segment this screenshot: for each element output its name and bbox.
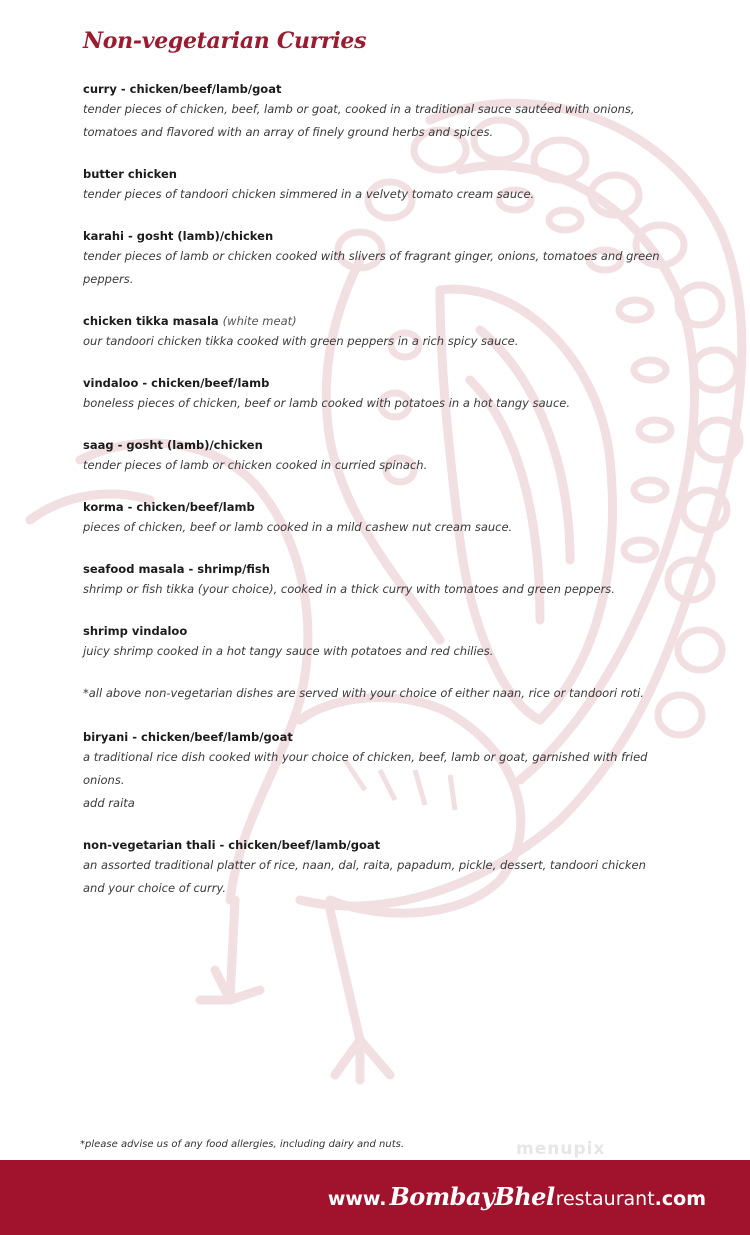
- menu-item-name: vindaloo - chicken/beef/lamb: [83, 376, 270, 390]
- menu-item: [83, 728, 663, 815]
- menu-item-addon: add raita: [83, 796, 135, 810]
- menu-item-description: juicy shrimp cooked in a hot tangy sauce with potatoes and red chilies.: [83, 644, 494, 658]
- menu-item-name: biryani - chicken/beef/lamb/goat: [83, 730, 293, 744]
- url-word: restaurant: [555, 1188, 655, 1210]
- menu-item: [83, 498, 663, 539]
- menu-item: [83, 836, 663, 900]
- menu-item-description: shrimp or fish tikka (your choice), cooked in a thick curry with tomatoes and green peppers.: [83, 582, 615, 596]
- menu-item-description: tender pieces of chicken, beef, lamb or goat, cooked in a traditional sauce sautéed with onions, tomatoes and flavored with an array of finely ground herbs and spices.: [83, 102, 635, 139]
- menu-item-name: butter chicken: [83, 167, 177, 181]
- menu-item-note: (white meat): [222, 314, 297, 328]
- menu-item: [83, 436, 663, 477]
- menu-item-name: non-vegetarian thali - chicken/beef/lamb/goat: [83, 838, 381, 852]
- menu-item: [83, 622, 663, 663]
- menupix-watermark: menupix: [516, 1139, 606, 1159]
- menu-item-name: seafood masala - shrimp/fish: [83, 562, 270, 576]
- url-prefix: www.: [327, 1188, 387, 1210]
- menu-item-description: tender pieces of tandoori chicken simmered in a velvety tomato cream sauce.: [83, 187, 535, 201]
- menu-content: [83, 28, 663, 921]
- menu-item-description: boneless pieces of chicken, beef or lamb cooked with potatoes in a hot tangy sauce.: [83, 396, 571, 410]
- page-title: Non-vegetarian Curries: [83, 28, 367, 54]
- menu-item-description: a traditional rice dish cooked with your choice of chicken, beef, lamb or goat, garnished with fried onions.: [83, 750, 648, 787]
- menu-item: [83, 374, 663, 415]
- menu-item: [83, 560, 663, 601]
- menu-item-name: saag - gosht (lamb)/chicken: [83, 438, 263, 452]
- menu-item-name: curry - chicken/beef/lamb/goat: [83, 82, 282, 96]
- menu-item-description: tender pieces of lamb or chicken cooked with slivers of fragrant ginger, onions, tomatoes and green peppers.: [83, 249, 660, 286]
- allergy-note: *please advise us of any food allergies, including dairy and nuts.: [80, 1139, 405, 1150]
- menu-item: [83, 165, 663, 206]
- menu-item-description: an assorted traditional platter of rice, naan, dal, raita, papadum, pickle, dessert, tandoori chicken and your choice of curry.: [83, 858, 646, 895]
- menu-item: [83, 80, 663, 144]
- menu-item-name: chicken tikka masala (white meat): [83, 314, 297, 328]
- served-with-note: *all above non-vegetarian dishes are served with your choice of either naan, rice or tandoori roti.: [83, 686, 644, 700]
- menu-item-name: karahi - gosht (lamb)/chicken: [83, 229, 274, 243]
- menu-item: [83, 312, 663, 353]
- menu-item-name: shrimp vindaloo: [83, 624, 188, 638]
- menu-item: [83, 227, 663, 291]
- url-brand-logo: BombayBhel: [389, 1182, 555, 1211]
- menu-item-name: korma - chicken/beef/lamb: [83, 500, 255, 514]
- url-suffix: .com: [654, 1188, 706, 1210]
- menu-item-description: our tandoori chicken tikka cooked with green peppers in a rich spicy sauce.: [83, 334, 519, 348]
- menu-item-description: tender pieces of lamb or chicken cooked in curried spinach.: [83, 458, 428, 472]
- menu-item-description: pieces of chicken, beef or lamb cooked in a mild cashew nut cream sauce.: [83, 520, 513, 534]
- website-url[interactable]: [328, 1182, 706, 1211]
- footer-bar: [0, 1160, 750, 1235]
